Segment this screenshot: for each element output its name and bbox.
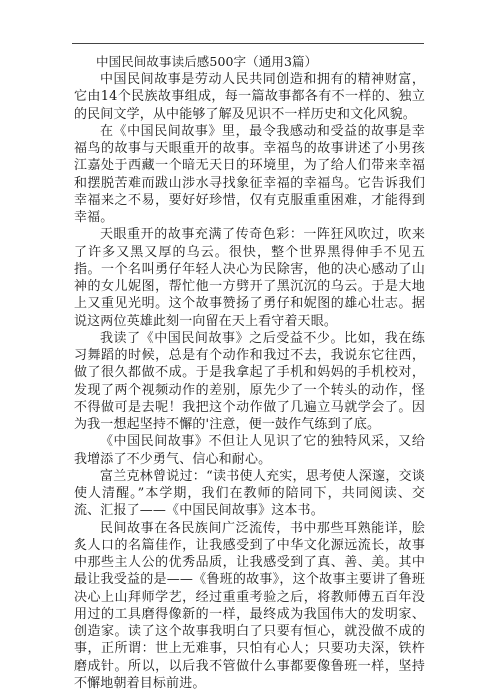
paragraph-franklin-quote: 富兰克林曾说过：“读书使人充实，思考使人深邃，交谈使人清醒。”本学期，我们在教师的陪同下，共同阅读、交流、汇报了——《中国民间故事》这本书。 [74,468,425,520]
paragraph-dance-practice: 我读了《中国民间故事》之后受益不少。比如，我在练习舞蹈的时候，总是有个动作和我过不去，我说东它往西，做了很久都做不成。于是我拿起了手机和妈妈的手机校对，发现了两个视频动作的差别，原先少了一个转头的动作，怪不得做可是去呢！我把这个动作做了几遍立马就学会了。因为我一想起坚持不懈的'注意，便一鼓作气练到了底。 [74,330,425,434]
paragraph-intro: 中国民间故事是劳动人民共同创造和拥有的精神财富，它由14个民族故事组成，每一篇故事都各有不一样的、独立的民间文学，从中能够了解及见识不一样历史和文化风貌。 [74,71,425,123]
paragraph-courage: 《中国民间故事》不但让人见识了它的独特风采，又给我增添了不少勇气、信心和耐心。 [74,433,425,468]
paragraph-luban: 民间故事在各民族间广泛流传，书中那些耳熟能详，脍炙人口的名篇佳作，让我感受到了中华文化源远流长，故事中那些主人公的优秀品质，让我感受到了真、善、美。其中最让我受益的是——《鲁班的故事》，这个故事主要讲了鲁班决心上山拜师学艺，经过重重考验之后，将教师傅五百年没用过的工具磨得像新的一样，最终成为我国伟大的发明家、创造家。读了这个故事我明白了只要有恒心，就没做不成的事，正所谓：世上无难事，只怕有心人；只要功夫深，铁杵磨成针。所以，以后我不管做什么事都要像鲁班一样，坚持不懈地朝着目标前进。 [74,520,425,692]
paragraph-happiness-bird: 在《中国民间故事》里，最令我感动和受益的故事是幸福鸟的故事与天眼重开的故事。幸福鸟的故事讲述了小男孩江嘉处于西藏一个暗无天日的环境里，为了给人们带来幸福和摆脱苦难而跋山涉水寻找象征幸福的幸福鸟。它告诉我们幸福来之不易，要好好珍惜，仅有克服重重困难，才能得到幸福。 [74,123,425,227]
header-rule [72,43,424,44]
paragraph-sky-eye: 天眼重开的故事充满了传奇色彩：一阵狂风吹过，吹来了许多又黑又厚的乌云。很快，整个世界黑得伸手不见五指。一个名叫勇仔年轻人决心为民除害，他的决心感动了山神的女儿妮图，帮忙他一方劈开了黑沉沉的乌云。于是大地上又重见光明。这个故事赞扬了勇仔和妮图的雄心壮志。据说这两位英雄此刻一向留在天上看守着天眼。 [74,226,425,330]
document-title: 中国民间故事读后感500字（通用3篇） [96,54,317,69]
document-body [74,71,425,692]
